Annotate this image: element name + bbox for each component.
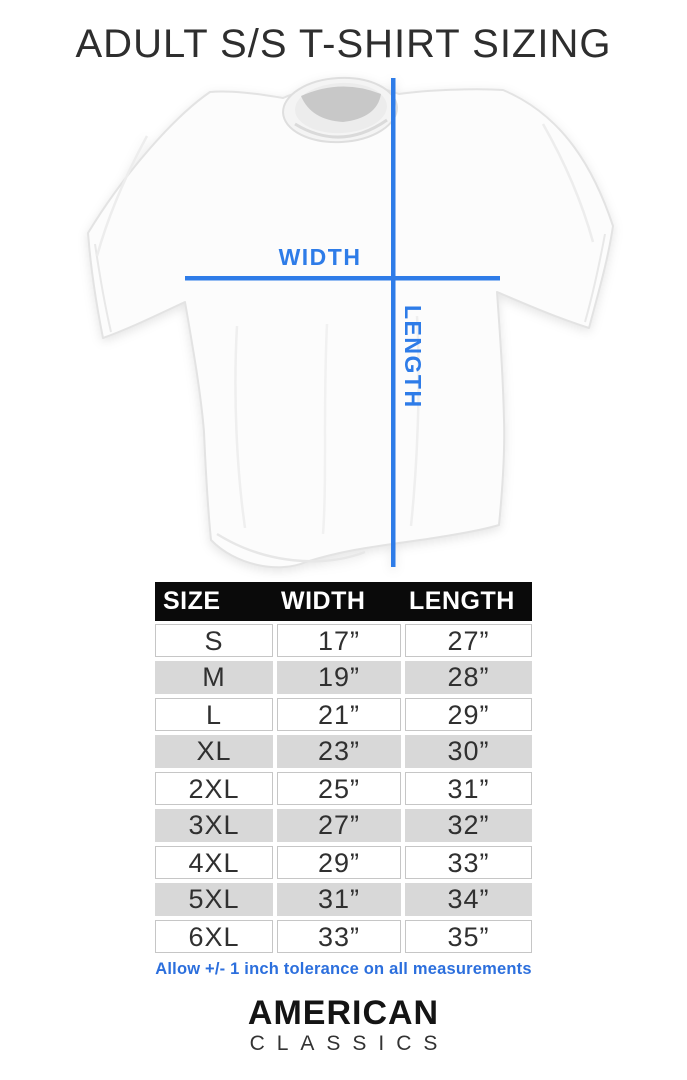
tshirt-graphic <box>65 76 625 572</box>
width-cell: 31” <box>277 883 401 916</box>
size-table <box>155 582 532 953</box>
table-row-m <box>155 661 532 694</box>
table-row-s <box>155 624 532 657</box>
width-cell: 21” <box>277 698 401 731</box>
length-cell: 35” <box>405 920 532 953</box>
width-cell: 19” <box>277 661 401 694</box>
width-cell: 23” <box>277 735 401 768</box>
header-length: LENGTH <box>409 587 515 615</box>
header-width: WIDTH <box>281 587 366 615</box>
table-row-l <box>155 698 532 731</box>
size-cell: 3XL <box>155 809 273 842</box>
page-title: ADULT S/S T-SHIRT SIZING <box>75 22 612 66</box>
length-cell: 31” <box>405 772 532 805</box>
size-table-header <box>155 582 532 621</box>
tolerance-note: Allow +/- 1 inch tolerance on all measurements <box>155 960 532 978</box>
width-cell: 25” <box>277 772 401 805</box>
size-table-body <box>155 621 532 953</box>
width-cell: 27” <box>277 809 401 842</box>
brand-name-american: AMERICAN <box>247 994 440 1032</box>
length-cell: 33” <box>405 846 532 879</box>
tshirt-body <box>88 86 613 567</box>
width-cell: 17” <box>277 624 401 657</box>
length-cell: 30” <box>405 735 532 768</box>
size-cell: 6XL <box>155 920 273 953</box>
size-cell: 4XL <box>155 846 273 879</box>
table-row-5xl <box>155 883 532 916</box>
length-line <box>391 78 396 567</box>
size-cell: S <box>155 624 273 657</box>
length-cell: 32” <box>405 809 532 842</box>
table-row-3xl <box>155 809 532 842</box>
header-size: SIZE <box>163 587 221 615</box>
length-cell: 27” <box>405 624 532 657</box>
width-measure-label: WIDTH <box>278 244 362 270</box>
size-cell: XL <box>155 735 273 768</box>
length-cell: 29” <box>405 698 532 731</box>
size-cell: 5XL <box>155 883 273 916</box>
width-cell: 33” <box>277 920 401 953</box>
table-row-6xl <box>155 920 532 953</box>
length-cell: 28” <box>405 661 532 694</box>
table-row-2xl <box>155 772 532 805</box>
length-measure-label: LENGTH <box>400 305 426 409</box>
brand-logo <box>0 996 687 1054</box>
length-cell: 34” <box>405 883 532 916</box>
brand-name-classics: CLASSICS <box>249 1032 450 1055</box>
width-cell: 29” <box>277 846 401 879</box>
size-cell: M <box>155 661 273 694</box>
table-row-xl <box>155 735 532 768</box>
width-line <box>185 276 500 281</box>
size-cell: 2XL <box>155 772 273 805</box>
size-cell: L <box>155 698 273 731</box>
table-row-4xl <box>155 846 532 879</box>
